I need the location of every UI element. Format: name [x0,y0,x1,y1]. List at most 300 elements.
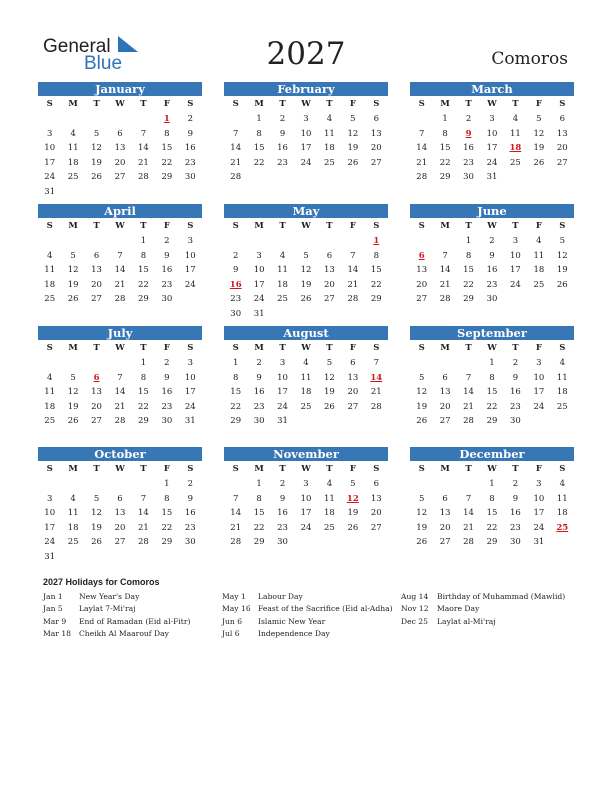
calendar-day: 30 [161,294,173,305]
weekday-label: T [140,464,147,474]
calendar-day: 11 [324,493,335,504]
month-grid [38,96,202,200]
empty-cell [108,477,131,492]
calendar-day: 2 [465,114,472,124]
calendar-day: 16 [161,387,173,398]
weekday-label: T [93,221,100,231]
calendar-day: 22 [161,157,173,168]
calendar-day: 24 [510,279,521,290]
holiday-date: May 16 [222,604,251,614]
holiday-day: 1 [373,236,380,246]
calendar-day: 3 [536,358,542,368]
calendar-day: 11 [324,128,335,139]
weekday-label: S [46,343,53,353]
calendar-day: 19 [533,143,545,154]
month-header: September [410,326,574,340]
weekday-label: T [279,464,286,474]
calendar-day: 1 [465,236,472,246]
holiday-row [222,603,397,615]
weekday-label: W [487,464,497,474]
calendar-day: 23 [184,522,196,533]
calendar-day: 23 [184,157,196,168]
calendar-day: 12 [91,508,102,519]
holiday-row [43,616,218,628]
calendar-day: 5 [93,128,100,139]
calendar-day: 13 [370,128,382,139]
calendar-day: 16 [277,508,288,519]
weekday-label: T [93,464,100,474]
empty-cell [61,112,84,127]
month-grid [410,96,574,185]
weekday-label: M [440,343,450,353]
weekday-label: S [559,221,566,231]
month-header: January [38,82,202,96]
holiday-row [43,603,218,615]
weekday-label: F [163,221,170,231]
empty-cell [108,112,131,127]
calendar-day: 26 [416,416,428,427]
weekday-label: W [487,221,497,231]
calendar-day: 20 [439,401,451,412]
calendar-day: 14 [230,508,242,519]
weekday-label: S [187,99,194,109]
calendar-day: 4 [326,114,333,124]
holiday-date: May 1 [222,592,246,601]
calendar-day: 2 [512,358,519,368]
calendar-day: 12 [533,128,545,139]
weekday-label: F [349,221,356,231]
empty-cell [433,356,456,371]
empty-cell [132,477,155,492]
calendar-day: 29 [486,537,498,548]
calendar-day: 24 [184,401,196,412]
empty-cell [108,356,131,371]
holiday-row [222,591,397,603]
calendar-day: 24 [486,157,498,168]
logo-text-blue: Blue [84,53,123,74]
weekday-label: T [326,221,333,231]
month-december [410,447,574,550]
calendar-day: 19 [67,279,79,290]
month-header: December [410,447,574,461]
calendar-day: 22 [138,401,149,412]
calendar-day: 10 [533,493,545,504]
empty-cell [85,112,108,127]
calendar-day: 2 [164,358,170,368]
calendar-day: 25 [67,172,79,183]
calendar-day: 3 [47,493,53,504]
calendar-day: 20 [556,143,568,154]
calendar-day: 26 [416,537,428,548]
calendar-day: 26 [556,279,568,290]
calendar-day: 21 [370,387,382,398]
calendar-day: 17 [44,157,56,168]
calendar-day: 28 [347,294,359,305]
calendar-day: 7 [350,250,356,261]
empty-cell [38,112,61,127]
calendar-day: 18 [324,143,335,154]
calendar-day: 20 [347,387,359,398]
calendar-day: 7 [117,250,123,261]
weekday-label: W [301,464,311,474]
month-header: February [224,82,388,96]
calendar-day: 25 [324,157,335,168]
empty-cell [61,356,84,371]
calendar-day: 15 [370,265,382,276]
calendar-day: 10 [300,493,312,504]
calendar-day: 27 [114,537,126,548]
weekday-label: T [326,99,333,109]
month-april [38,204,202,307]
calendar-day: 13 [91,387,102,398]
calendar-day: 12 [416,387,428,398]
calendar-day: 2 [279,479,286,489]
holiday-name: Feast of the Sacrifice (Eid al-Adha) [258,604,393,614]
calendar-day: 20 [324,279,335,290]
calendar-day: 27 [114,172,126,183]
empty-cell [108,234,131,249]
weekday-label: T [279,343,286,353]
month-grid [410,340,574,429]
weekday-label: M [254,99,264,109]
weekday-label: S [232,464,239,474]
logo-text-general: General [43,36,111,57]
month-grid [410,218,574,307]
holiday-date: Jul 6 [222,628,240,638]
calendar-day: 9 [279,128,286,139]
calendar-day: 22 [253,522,265,533]
weekday-label: F [349,343,356,353]
calendar-day: 21 [230,157,242,168]
calendar-day: 16 [184,508,196,519]
calendar-day: 23 [486,279,498,290]
calendar-day: 14 [114,387,126,398]
weekday-label: F [535,464,542,474]
calendar-day: 7 [140,493,147,504]
calendar-day: 5 [303,250,309,261]
calendar-day: 24 [253,294,265,305]
calendar-day: 2 [164,236,170,246]
calendar-day: 4 [47,372,53,383]
weekday-label: F [535,343,542,353]
calendar-day: 27 [370,522,382,533]
calendar-day: 21 [230,522,242,533]
calendar-day: 3 [279,358,286,368]
holiday-row [43,628,218,640]
empty-cell [247,234,270,249]
calendar-day: 7 [442,250,448,261]
calendar-day: 6 [117,128,123,139]
calendar-day: 23 [277,522,288,533]
holiday-row [222,616,397,628]
calendar-day: 4 [512,114,519,124]
calendar-day: 2 [512,479,519,489]
weekday-label: M [68,99,78,109]
calendar-day: 11 [67,143,79,154]
weekday-label: T [93,343,100,353]
calendar-day: 19 [416,401,428,412]
weekday-label: T [512,99,519,109]
weekday-label: F [349,464,356,474]
weekday-label: M [254,464,264,474]
calendar-day: 11 [44,387,56,398]
calendar-day: 25 [556,401,568,412]
weekday-label: F [535,99,542,109]
empty-cell [85,356,108,371]
month-header: July [38,326,202,340]
calendar-day: 28 [416,172,428,183]
calendar-day: 23 [230,294,242,305]
weekday-label: T [140,221,147,231]
calendar-day: 4 [326,479,333,489]
calendar-day: 14 [114,265,126,276]
calendar-day: 6 [350,358,356,368]
month-header: October [38,447,202,461]
month-header: August [224,326,388,340]
holiday-name: End of Ramadan (Eid al-Fitr) [79,616,191,626]
calendar-day: 17 [486,143,498,154]
calendar-day: 17 [533,387,545,398]
weekday-label: T [326,464,333,474]
calendar-day: 5 [350,114,356,124]
calendar-day: 4 [279,250,286,261]
holiday-name: Labour Day [258,592,303,601]
calendar-day: 10 [533,372,545,383]
calendar-day: 24 [44,172,56,183]
month-grid [38,461,202,565]
calendar-day: 14 [463,387,474,398]
weekday-label: T [512,464,519,474]
calendar-day: 8 [140,250,147,261]
calendar-day: 26 [91,172,102,183]
calendar-day: 31 [533,537,545,548]
empty-cell [271,234,294,249]
weekday-label: W [301,99,311,109]
calendar-day: 7 [419,128,425,139]
empty-cell [61,477,84,492]
calendar-day: 19 [91,522,102,533]
weekday-label: M [68,464,78,474]
calendar-day: 20 [370,143,382,154]
weekday-label: F [163,99,170,109]
calendar-day: 17 [253,279,265,290]
calendar-day: 5 [70,372,76,383]
month-header: March [410,82,574,96]
calendar-day: 17 [277,387,288,398]
calendar-day: 28 [439,294,451,305]
calendar-day: 20 [416,279,428,290]
empty-cell [224,477,247,492]
weekday-label: T [140,343,147,353]
calendar-day: 25 [510,157,521,168]
weekday-label: F [163,464,170,474]
calendar-day: 8 [489,493,495,504]
calendar-day: 13 [439,387,451,398]
weekday-label: M [254,343,264,353]
calendar-day: 28 [114,416,126,427]
calendar-day: 14 [416,143,428,154]
empty-cell [294,234,317,249]
calendar-day: 23 [253,401,265,412]
calendar-day: 11 [277,265,288,276]
calendar-day: 8 [373,250,379,261]
weekday-label: T [512,343,519,353]
calendar-day: 27 [439,416,451,427]
month-august [224,326,388,429]
calendar-day: 13 [556,128,568,139]
calendar-day: 20 [439,522,451,533]
calendar-day: 30 [277,537,288,548]
calendar-day: 7 [140,128,147,139]
holiday-day: 12 [346,493,359,504]
calendar-day: 13 [370,493,382,504]
holiday-date: Mar 18 [43,628,72,638]
calendar-day: 12 [416,508,428,519]
month-june [410,204,574,307]
calendar-day: 12 [91,143,102,154]
weekday-label: S [187,343,194,353]
calendar-day: 19 [324,387,335,398]
calendar-day: 10 [510,250,521,261]
weekday-label: S [373,343,380,353]
month-header: April [38,204,202,218]
calendar-day: 30 [184,172,196,183]
calendar-day: 20 [114,157,126,168]
calendar-day: 9 [187,128,193,139]
calendar-day: 17 [184,265,196,276]
weekday-label: T [465,464,472,474]
calendar-day: 23 [161,279,173,290]
calendar-day: 23 [510,522,521,533]
calendar-day: 1 [489,358,495,368]
calendar-day: 31 [44,551,56,562]
weekday-label: S [187,464,194,474]
calendar-day: 29 [161,537,173,548]
calendar-day: 30 [510,416,521,427]
calendar-day: 10 [277,372,288,383]
weekday-label: S [559,464,566,474]
calendar-day: 6 [442,372,448,383]
calendar-day: 13 [324,265,335,276]
month-grid [224,96,388,185]
calendar-day: 25 [277,294,288,305]
calendar-day: 22 [439,157,451,168]
calendar-day: 8 [164,128,170,139]
calendar-day: 21 [114,279,126,290]
calendar-day: 14 [230,143,242,154]
calendar-day: 19 [67,401,79,412]
empty-cell [224,234,247,249]
calendar-day: 30 [463,172,474,183]
calendar-day: 6 [373,479,379,489]
month-november [224,447,388,550]
calendar-day: 11 [556,493,568,504]
calendar-day: 15 [463,265,474,276]
calendar-day: 26 [67,294,79,305]
calendar-day: 9 [164,250,170,261]
calendar-day: 30 [253,416,265,427]
weekday-label: W [115,99,125,109]
calendar-day: 4 [47,250,53,261]
calendar-day: 5 [326,358,333,368]
calendar-day: 16 [486,265,498,276]
calendar-day: 17 [300,508,312,519]
calendar-day: 11 [533,250,545,261]
calendar-day: 19 [347,508,359,519]
calendar-day: 1 [256,114,262,124]
weekday-label: T [279,221,286,231]
calendar-day: 29 [439,172,451,183]
calendar-day: 14 [347,265,359,276]
calendar-day: 23 [277,157,288,168]
calendar-day: 26 [300,294,312,305]
weekday-label: S [418,221,425,231]
calendar-day: 3 [489,114,495,124]
calendar-day: 30 [510,537,521,548]
calendar-day: 4 [536,236,542,246]
calendar-day: 28 [230,537,242,548]
weekday-label: T [465,221,472,231]
month-grid [38,218,202,307]
calendar-day: 16 [277,143,288,154]
calendar-day: 4 [70,493,76,504]
holiday-date: Jan 1 [43,592,63,601]
empty-cell [61,234,84,249]
weekday-label: S [232,343,239,353]
calendar-day: 21 [347,279,359,290]
weekday-label: T [465,343,472,353]
weekday-label: T [93,99,100,109]
calendar-day: 8 [256,128,262,139]
calendar-day: 4 [303,358,309,368]
calendar-day: 17 [533,508,545,519]
calendar-day: 20 [114,522,126,533]
calendar-day: 29 [370,294,382,305]
calendar-day: 7 [233,128,239,139]
holiday-date: Jun 6 [222,616,243,626]
calendar-day: 27 [439,537,451,548]
calendar-day: 15 [138,265,149,276]
calendar-day: 2 [489,236,495,246]
calendar-day: 1 [164,479,170,489]
calendar-day: 6 [326,250,333,261]
holiday-name: Islamic New Year [258,616,326,626]
calendar-day: 13 [439,508,451,519]
calendar-day: 11 [556,372,568,383]
calendar-day: 29 [486,416,498,427]
calendar-day: 9 [187,493,193,504]
calendar-day: 25 [67,537,79,548]
calendar-day: 5 [419,372,425,383]
calendar-day: 18 [67,522,79,533]
empty-cell [457,356,480,371]
calendar-day: 5 [419,493,425,504]
empty-cell [38,234,61,249]
calendar-day: 9 [512,372,519,383]
calendar-day: 23 [463,157,474,168]
month-grid [410,461,574,550]
weekday-label: W [487,343,497,353]
calendar-day: 3 [512,236,519,246]
calendar-day: 28 [463,416,474,427]
holiday-row [401,616,576,628]
calendar-day: 27 [416,294,428,305]
holiday-day: 16 [229,279,242,290]
calendar-day: 5 [70,250,76,261]
calendar-day: 9 [279,493,286,504]
calendar-day: 21 [463,522,474,533]
calendar-day: 30 [230,308,242,319]
